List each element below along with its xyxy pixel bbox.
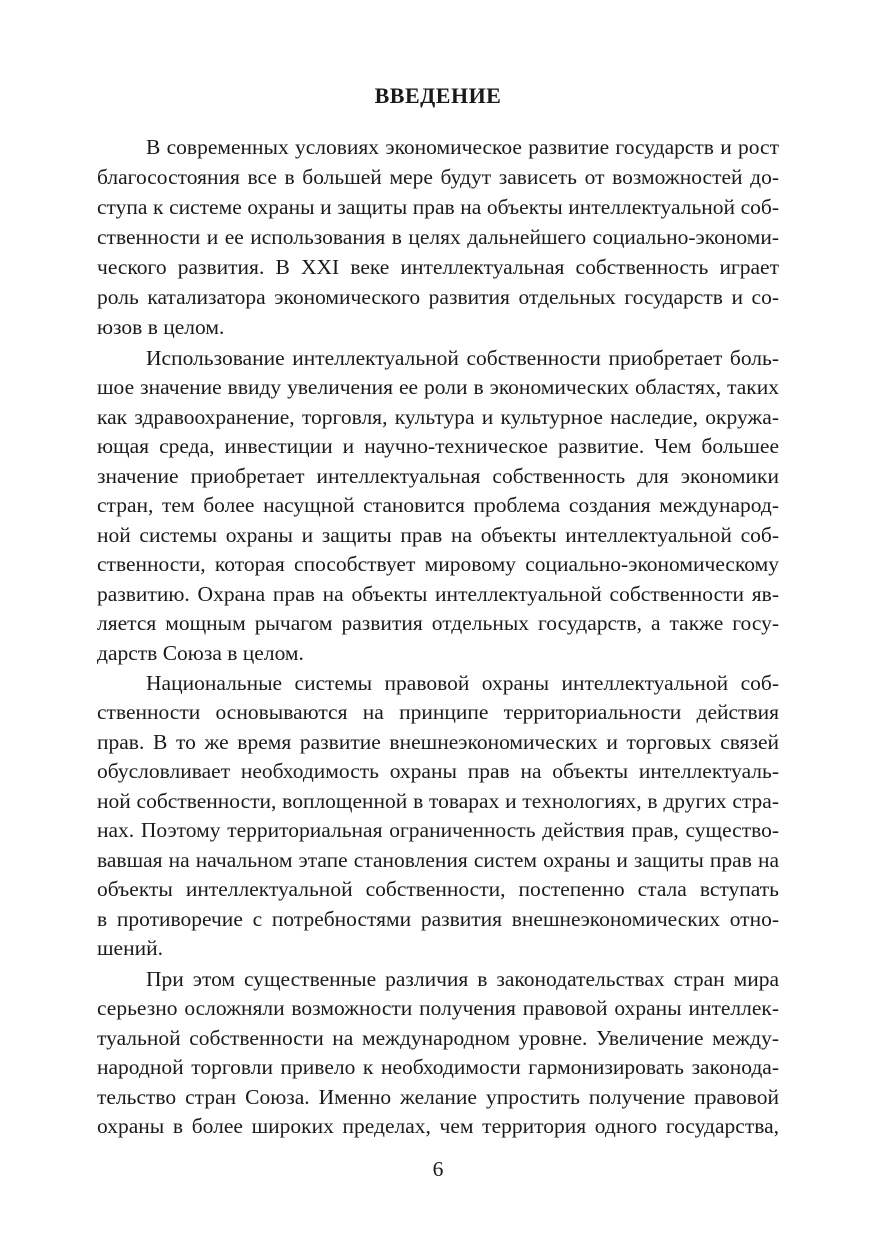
paragraph-3-line-1: Национальные системы правовой охраны интеллектуальной соб- (146, 671, 779, 695)
paragraph-2-line-5: значение приобретает интеллектуальная собственность для экономики (97, 464, 779, 488)
paragraph-4-line-4: народной торговли привело к необходимости гармонизировать законода- (97, 1055, 779, 1079)
paragraph-1-line-4: ственности и ее использования в целях дальнейшего социально-экономи- (97, 225, 779, 249)
paragraph-2-line-6: стран, тем более насущной становится проблема создания международ- (97, 493, 779, 517)
page-number: 6 (432, 1157, 444, 1181)
paragraph-2-line-4: ющая среда, инвестиции и научно-техническое развитие. Чем большее (97, 434, 779, 458)
paragraph-2-line-9: развитию. Охрана прав на объекты интеллектуальной собственности яв- (97, 582, 779, 606)
paragraph-4-line-2: серьезно осложняли возможности получения правовой охраны интеллек- (97, 996, 779, 1020)
paragraph-1-line-1: В современных условиях экономическое развитие государств и рост (146, 135, 779, 159)
paragraph-2-line-1: Использование интеллектуальной собственности приобретает боль- (146, 346, 779, 370)
paragraph-3-line-4: обусловливает необходимость охраны прав на объекты интеллектуаль- (97, 759, 779, 783)
paragraph-3-line-7: вавшая на начальном этапе становления систем охраны и защиты прав на (97, 848, 779, 872)
paragraph-4-line-5: тельство стран Союза. Именно желание упростить получение правовой (97, 1085, 779, 1109)
paragraph-1-line-7: юзов в целом. (97, 315, 225, 339)
paragraph-2-line-7: ной системы охраны и защиты прав на объекты интеллектуальной соб- (97, 523, 779, 547)
paragraph-3-line-9: в противоречие с потребностями развития внешнеэкономических отно- (97, 907, 779, 931)
paragraph-2-line-2: шое значение ввиду увеличения ее роли в экономических областях, таких (97, 375, 779, 399)
paragraph-3-line-5: ной собственности, воплощенной в товарах и технологиях, в других стра- (97, 789, 779, 813)
paragraph-4-line-1: При этом существенные различия в законодательствах стран мира (146, 967, 779, 991)
paragraph-2-line-8: ственности, которая способствует мировому социально-экономическому (97, 552, 779, 576)
paragraph-1-line-6: роль катализатора экономического развития отдельных государств и со- (97, 285, 779, 309)
paragraph-1-line-2: благосостояния все в большей мере будут зависеть от возможностей до- (97, 165, 779, 189)
paragraph-3-line-3: прав. В то же время развитие внешнеэкономических и торговых связей (97, 730, 779, 754)
page-title: ВВЕДЕНИЕ (374, 83, 502, 108)
paragraph-3-line-6: нах. Поэтому территориальная ограниченность действия прав, существо- (97, 818, 779, 842)
paragraph-2-line-11: дарств Союза в целом. (97, 641, 304, 665)
paragraph-2-line-10: ляется мощным рычагом развития отдельных государств, а также госу- (97, 611, 779, 635)
paragraph-2-line-3: как здравоохранение, торговля, культура и культурное наследие, окружа- (97, 405, 779, 429)
paragraph-4-line-6: охраны в более широких пределах, чем территория одного государства, (97, 1114, 779, 1138)
paragraph-3-line-8: объекты интеллектуальной собственности, постепенно стала вступать (97, 877, 779, 901)
paragraph-3-line-2: ственности основываются на принципе территориальности действия (97, 700, 779, 724)
paragraph-3-line-10: шений. (97, 936, 163, 960)
paragraph-1-line-5: ческого развития. В XXI веке интеллектуальная собственность играет (97, 255, 779, 279)
paragraph-4-line-3: туальной собственности на международном уровне. Увеличение между- (97, 1026, 779, 1050)
paragraph-1-line-3: ступа к системе охраны и защиты прав на объекты интеллектуальной соб- (97, 195, 779, 219)
